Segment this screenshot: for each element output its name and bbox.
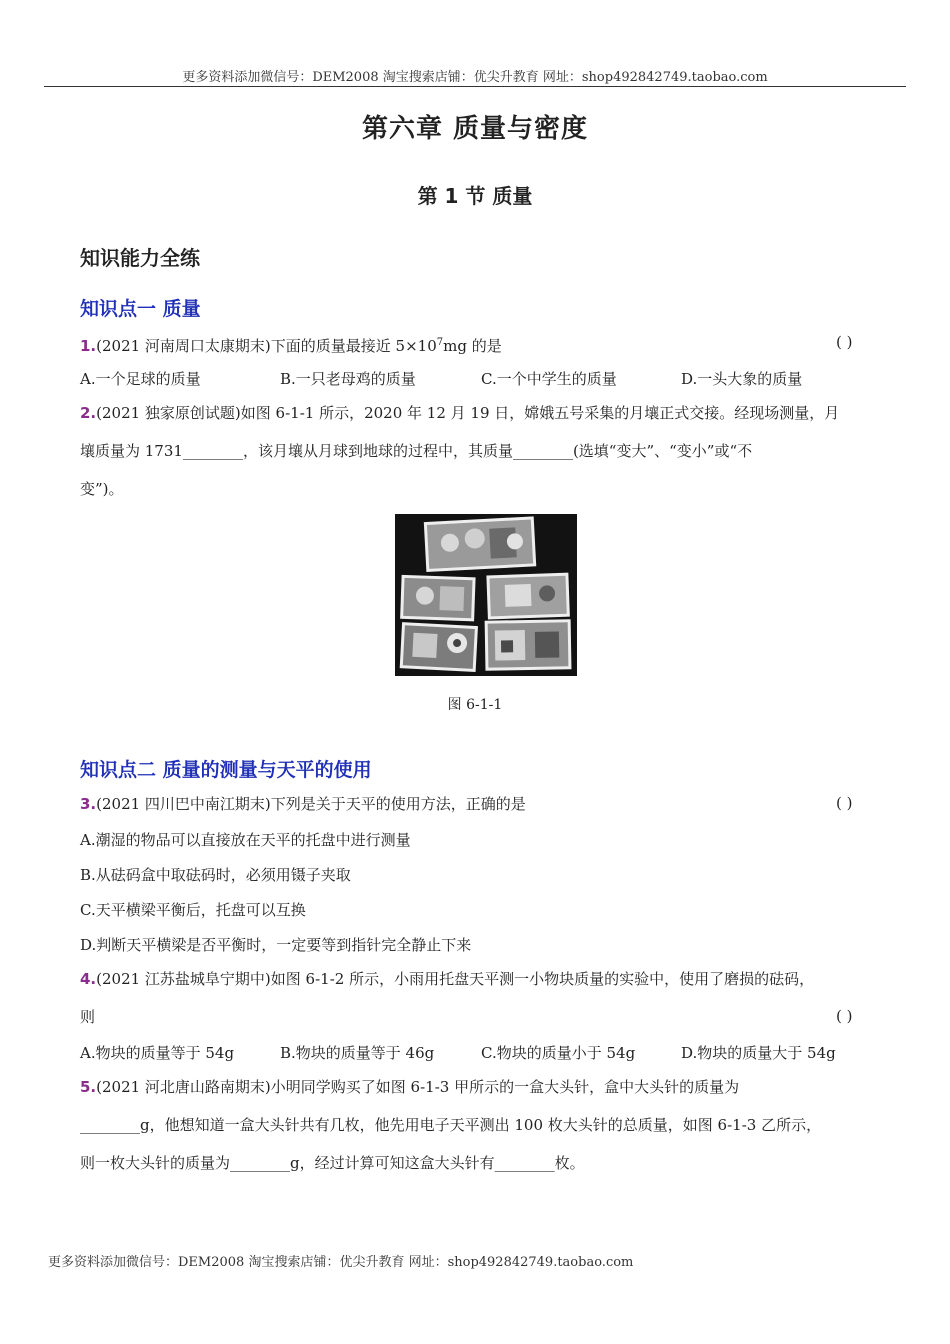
option-b: B.物块的质量等于 46g — [280, 1044, 435, 1062]
page-header: 更多资料添加微信号：DEM2008 淘宝搜索店铺：优尖升教育 网址：shop492842749.taobao.com — [182, 70, 768, 85]
question-4 — [80, 969, 814, 989]
option-d: D.物块的质量大于 54g — [681, 1044, 836, 1062]
question-stem: (2021 河南周口太康期末)下面的质量最接近 5×10 — [96, 337, 437, 355]
question-number: 5. — [80, 1078, 97, 1096]
figure-moon-soil-photo — [395, 514, 577, 676]
question-2 — [80, 403, 839, 423]
question-1 — [80, 333, 502, 356]
exponent: 7 — [436, 337, 444, 348]
option-b: B.一只老母鸡的质量 — [280, 370, 416, 388]
question-stem: (2021 四川巴中南江期末)下列是关于天平的使用方法，正确的是 — [96, 795, 526, 813]
option-a: A.一个足球的质量 — [80, 370, 201, 388]
question-text-line: 壤质量为 1731________，该月壤从月球到地球的过程中，其质量________(选填“变大”、“变小”或“不 — [80, 442, 753, 460]
page-footer: 更多资料添加微信号：DEM2008 淘宝搜索店铺：优尖升教育 网址：shop492842749.taobao.com — [48, 1255, 634, 1270]
answer-bracket: ( ) — [836, 794, 853, 812]
figure-caption: 图 6-1-1 — [447, 697, 503, 713]
question-text-line: 则一枚大头针的质量为________g，经过计算可知这盒大头针有________枚。 — [80, 1154, 585, 1172]
question-number: 3. — [80, 795, 97, 813]
knowledge-point-1: 知识点一 质量 — [80, 298, 201, 320]
header-rule — [44, 86, 906, 87]
question-text-line: 则 — [80, 1008, 96, 1026]
answer-bracket: ( ) — [836, 1007, 853, 1025]
question-text-line: ________g，他想知道一盒大头针共有几枚，他先用电子天平测出 100 枚大头针的总质量，如图 6-1-3 乙所示， — [80, 1116, 822, 1134]
option-b: B.从砝码盒中取砝码时，必须用镊子夹取 — [80, 866, 351, 884]
question-text-line: 变”)。 — [80, 480, 124, 498]
option-c: C.天平横梁平衡后，托盘可以互换 — [80, 901, 306, 919]
option-a: A.物块的质量等于 54g — [80, 1044, 235, 1062]
chapter-title: 第六章 质量与密度 — [361, 114, 589, 144]
question-number: 1. — [80, 337, 97, 355]
question-5 — [80, 1077, 739, 1097]
question-text-line: (2021 独家原创试题)如图 6-1-1 所示，2020 年 12 月 19 日，嫦娥五号采集的月壤正式交接。经现场测量，月 — [96, 404, 840, 422]
photo-collage-image — [395, 514, 577, 676]
question-number: 4. — [80, 970, 97, 988]
question-text-line: (2021 河北唐山路南期末)小明同学购买了如图 6-1-3 甲所示的一盒大头针，盒中大头针的质量为 — [96, 1078, 740, 1096]
option-c: C.一个中学生的质量 — [481, 370, 617, 388]
answer-bracket: ( ) — [836, 333, 853, 351]
question-number: 2. — [80, 404, 97, 422]
option-d: D.一头大象的质量 — [681, 370, 803, 388]
option-a: A.潮湿的物品可以直接放在天平的托盘中进行测量 — [80, 831, 411, 849]
question-3 — [80, 794, 526, 814]
question-text-line: (2021 江苏盐城阜宁期中)如图 6-1-2 所示，小雨用托盘天平测一小物块质量的实验中，使用了磨损的砝码， — [96, 970, 815, 988]
knowledge-point-2: 知识点二 质量的测量与天平的使用 — [80, 759, 372, 781]
option-c: C.物块的质量小于 54g — [481, 1044, 636, 1062]
question-stem-end: mg 的是 — [443, 337, 502, 355]
practice-title: 知识能力全练 — [80, 246, 200, 270]
option-d: D.判断天平横梁是否平衡时，一定要等到指针完全静止下来 — [80, 936, 472, 954]
section-title: 第 1 节 质量 — [417, 184, 533, 208]
